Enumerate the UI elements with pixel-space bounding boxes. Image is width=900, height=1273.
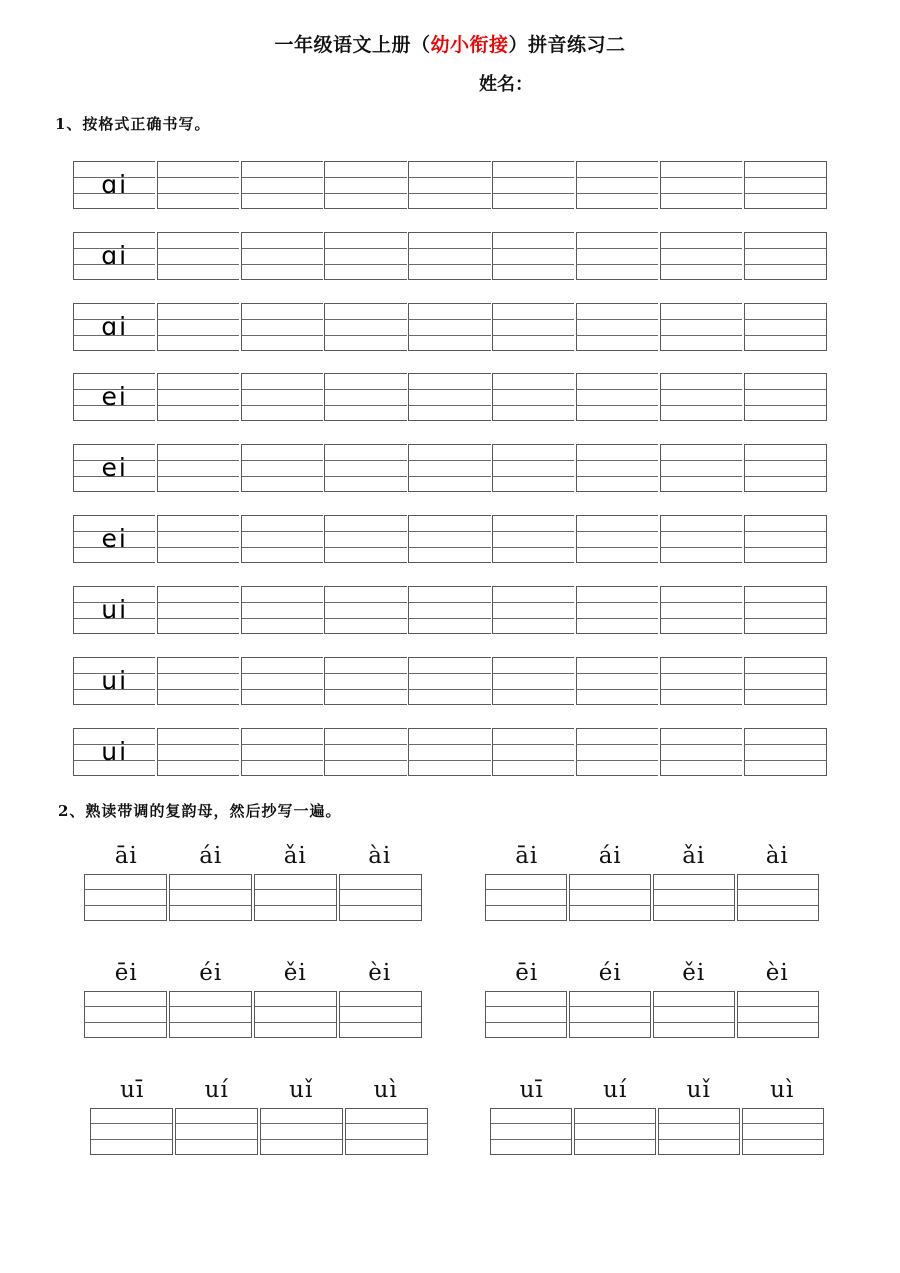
tone-copy-grid <box>490 1108 824 1155</box>
tone-group-ai-left <box>84 838 422 921</box>
writing-cell-blank[interactable] <box>408 515 490 563</box>
writing-grid-row <box>73 515 827 563</box>
writing-cell-blank[interactable] <box>744 161 827 209</box>
writing-cell-blank[interactable] <box>241 161 323 209</box>
writing-cell-blank[interactable] <box>492 232 574 280</box>
title-highlight: 幼小衔接 <box>430 35 509 56</box>
tone-copy-cell[interactable] <box>574 1108 656 1155</box>
writing-cell-blank[interactable] <box>576 515 658 563</box>
writing-cell-blank[interactable] <box>492 728 574 776</box>
writing-cell-blank[interactable] <box>241 657 323 705</box>
title-prefix: 一年级语文上册（ <box>274 35 431 56</box>
writing-cell-blank[interactable] <box>324 515 406 563</box>
tone-group-ai-right <box>485 838 819 921</box>
writing-cell-blank[interactable] <box>157 232 239 280</box>
writing-cell-model[interactable] <box>73 232 155 280</box>
tone-syllable: ái <box>598 843 622 869</box>
pinyin-model-glyph: ɑi <box>101 312 129 341</box>
writing-cell-blank[interactable] <box>576 303 658 351</box>
tone-copy-cell[interactable] <box>90 1108 173 1155</box>
tone-copy-cell[interactable] <box>254 874 337 921</box>
tone-syllable: āi <box>114 843 138 869</box>
tone-group-ui-left <box>90 1072 428 1155</box>
tone-syllable: uǐ <box>686 1077 711 1103</box>
tone-copy-cell[interactable] <box>345 1108 428 1155</box>
tone-syllable: éi <box>598 960 622 986</box>
writing-cell-blank[interactable] <box>492 303 574 351</box>
tone-copy-cell[interactable] <box>84 991 167 1038</box>
writing-cell-blank[interactable] <box>408 444 490 492</box>
writing-cell-blank[interactable] <box>492 515 574 563</box>
tone-copy-grid <box>485 991 819 1038</box>
writing-cell-blank[interactable] <box>241 303 323 351</box>
pinyin-model-glyph: ui <box>101 666 129 695</box>
writing-cell-blank[interactable] <box>408 373 490 421</box>
writing-cell-blank[interactable] <box>744 657 827 705</box>
writing-cell-blank[interactable] <box>492 657 574 705</box>
instruction-2: 2、熟读带调的复韵母，然后抄写一遍。 <box>58 802 342 820</box>
writing-cell-blank[interactable] <box>408 232 490 280</box>
pinyin-model-glyph: ei <box>101 524 128 553</box>
tone-label-row <box>90 1072 428 1108</box>
writing-cell-blank[interactable] <box>576 373 658 421</box>
writing-grid-row <box>73 303 827 351</box>
writing-cell-blank[interactable] <box>576 657 658 705</box>
tone-syllable: ǎi <box>682 843 706 869</box>
writing-cell-blank[interactable] <box>157 161 239 209</box>
tone-syllable: uī <box>120 1077 145 1103</box>
tone-syllable: ēi <box>114 960 138 986</box>
tone-copy-cell[interactable] <box>737 991 819 1038</box>
tone-copy-cell[interactable] <box>490 1108 572 1155</box>
writing-cell-model[interactable] <box>73 657 155 705</box>
writing-cell-blank[interactable] <box>324 657 406 705</box>
writing-cell-blank[interactable] <box>660 444 742 492</box>
tone-copy-cell[interactable] <box>339 874 422 921</box>
tone-syllable: ěi <box>283 960 307 986</box>
writing-cell-blank[interactable] <box>660 586 742 634</box>
name-field-label <box>0 70 900 96</box>
writing-cell-blank[interactable] <box>576 161 658 209</box>
writing-grid-row <box>73 657 827 705</box>
pinyin-model-glyph: ui <box>101 595 129 624</box>
writing-cell-blank[interactable] <box>744 373 827 421</box>
tone-syllable: uì <box>770 1077 795 1103</box>
writing-cell-blank[interactable] <box>744 728 827 776</box>
tone-syllable: ài <box>765 843 789 869</box>
tone-syllable: uǐ <box>289 1077 314 1103</box>
tone-syllable: èi <box>765 960 789 986</box>
tone-syllable: ǎi <box>283 843 307 869</box>
tone-copy-cell[interactable] <box>169 874 252 921</box>
writing-cell-blank[interactable] <box>408 303 490 351</box>
tone-group-ui-right <box>490 1072 824 1155</box>
instruction-1: 1、按格式正确书写。 <box>55 115 211 133</box>
writing-cell-blank[interactable] <box>241 515 323 563</box>
writing-cell-blank[interactable] <box>241 232 323 280</box>
tone-syllable: ēi <box>515 960 539 986</box>
writing-cell-blank[interactable] <box>324 728 406 776</box>
writing-cell-blank[interactable] <box>492 586 574 634</box>
writing-cell-blank[interactable] <box>157 586 239 634</box>
pinyin-model-glyph: ui <box>101 737 129 766</box>
tone-copy-cell[interactable] <box>737 874 819 921</box>
writing-cell-blank[interactable] <box>660 161 742 209</box>
tone-group-ei-left <box>84 955 422 1038</box>
tone-copy-cell[interactable] <box>169 991 252 1038</box>
writing-cell-blank[interactable] <box>408 161 490 209</box>
writing-cell-blank[interactable] <box>660 373 742 421</box>
page-title <box>0 30 900 57</box>
writing-cell-model[interactable] <box>73 444 155 492</box>
writing-cell-blank[interactable] <box>324 161 406 209</box>
writing-cell-model[interactable] <box>73 373 155 421</box>
tone-copy-grid <box>485 874 819 921</box>
writing-grid-row <box>73 586 827 634</box>
tone-copy-cell[interactable] <box>260 1108 343 1155</box>
tone-copy-cell[interactable] <box>653 991 735 1038</box>
writing-cell-blank[interactable] <box>157 303 239 351</box>
pinyin-model-glyph: ei <box>101 453 128 482</box>
tone-copy-cell[interactable] <box>658 1108 740 1155</box>
tone-copy-grid <box>84 991 422 1038</box>
tone-syllable: ěi <box>682 960 706 986</box>
tone-syllable: ái <box>199 843 223 869</box>
tone-copy-cell[interactable] <box>339 991 422 1038</box>
tone-copy-cell[interactable] <box>485 874 567 921</box>
tone-copy-cell[interactable] <box>742 1108 824 1155</box>
writing-cell-blank[interactable] <box>408 657 490 705</box>
tone-syllable: uí <box>603 1077 628 1103</box>
tone-copy-cell[interactable] <box>569 874 651 921</box>
tone-label-row <box>84 955 422 991</box>
tone-label-row <box>84 838 422 874</box>
tone-copy-cell[interactable] <box>175 1108 258 1155</box>
tone-syllable: éi <box>199 960 223 986</box>
pinyin-model-glyph: ɑi <box>101 170 129 199</box>
writing-cell-blank[interactable] <box>241 373 323 421</box>
writing-cell-blank[interactable] <box>576 728 658 776</box>
writing-cell-model[interactable] <box>73 303 155 351</box>
writing-cell-model[interactable] <box>73 586 155 634</box>
writing-cell-blank[interactable] <box>157 444 239 492</box>
tone-syllable: ài <box>368 843 392 869</box>
tone-copy-cell[interactable] <box>485 991 567 1038</box>
writing-cell-blank[interactable] <box>408 586 490 634</box>
writing-cell-blank[interactable] <box>660 232 742 280</box>
writing-cell-blank[interactable] <box>324 232 406 280</box>
writing-grid-row <box>73 161 827 209</box>
tone-syllable: uì <box>373 1077 398 1103</box>
tone-label-row <box>485 955 819 991</box>
writing-grid-row <box>73 444 827 492</box>
tone-label-row <box>490 1072 824 1108</box>
writing-cell-model[interactable] <box>73 515 155 563</box>
pinyin-model-glyph: ɑi <box>101 241 129 270</box>
writing-cell-blank[interactable] <box>324 586 406 634</box>
writing-cell-blank[interactable] <box>241 586 323 634</box>
tone-label-row <box>485 838 819 874</box>
tone-copy-cell[interactable] <box>84 874 167 921</box>
writing-cell-blank[interactable] <box>324 303 406 351</box>
tone-syllable: uí <box>204 1077 229 1103</box>
writing-grid-row <box>73 373 827 421</box>
tone-copy-cell[interactable] <box>569 991 651 1038</box>
writing-cell-blank[interactable] <box>744 444 827 492</box>
writing-cell-blank[interactable] <box>408 728 490 776</box>
writing-cell-blank[interactable] <box>241 728 323 776</box>
writing-cell-blank[interactable] <box>660 303 742 351</box>
writing-cell-blank[interactable] <box>157 728 239 776</box>
writing-cell-blank[interactable] <box>576 232 658 280</box>
name-label-text: 姓名： <box>479 74 533 94</box>
title-suffix: ）拼音练习二 <box>508 35 626 56</box>
writing-cell-blank[interactable] <box>157 657 239 705</box>
writing-cell-blank[interactable] <box>324 373 406 421</box>
tone-copy-grid <box>84 874 422 921</box>
writing-cell-blank[interactable] <box>492 444 574 492</box>
writing-cell-blank[interactable] <box>241 444 323 492</box>
tone-copy-cell[interactable] <box>653 874 735 921</box>
tone-syllable: èi <box>368 960 392 986</box>
writing-cell-blank[interactable] <box>324 444 406 492</box>
pinyin-model-glyph: ei <box>101 382 128 411</box>
tone-syllable: uī <box>519 1077 544 1103</box>
writing-cell-blank[interactable] <box>576 444 658 492</box>
writing-cell-blank[interactable] <box>576 586 658 634</box>
writing-cell-blank[interactable] <box>660 657 742 705</box>
writing-cell-blank[interactable] <box>492 373 574 421</box>
writing-cell-model[interactable] <box>73 161 155 209</box>
tone-copy-cell[interactable] <box>254 991 337 1038</box>
writing-grid-row <box>73 232 827 280</box>
tone-group-ei-right <box>485 955 819 1038</box>
writing-cell-blank[interactable] <box>157 373 239 421</box>
tone-copy-grid <box>90 1108 428 1155</box>
writing-cell-blank[interactable] <box>660 515 742 563</box>
writing-cell-blank[interactable] <box>744 586 827 634</box>
writing-cell-blank[interactable] <box>744 232 827 280</box>
writing-cell-blank[interactable] <box>660 728 742 776</box>
writing-grid-row <box>73 728 827 776</box>
writing-cell-model[interactable] <box>73 728 155 776</box>
writing-cell-blank[interactable] <box>492 161 574 209</box>
writing-cell-blank[interactable] <box>744 303 827 351</box>
writing-cell-blank[interactable] <box>157 515 239 563</box>
tone-syllable: āi <box>515 843 539 869</box>
writing-cell-blank[interactable] <box>744 515 827 563</box>
